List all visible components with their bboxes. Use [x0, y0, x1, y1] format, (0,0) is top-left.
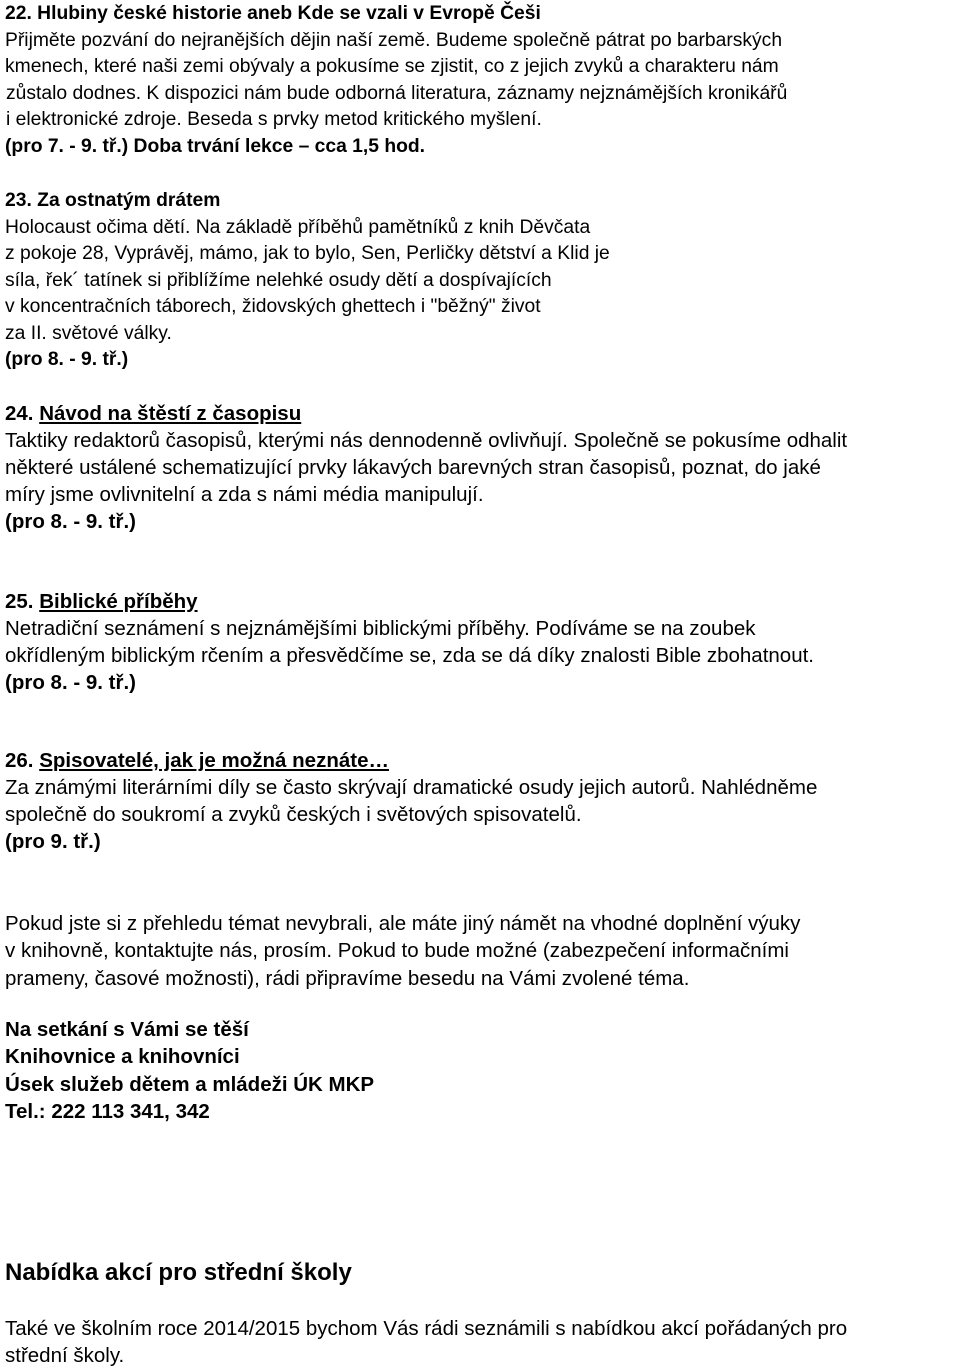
section-24-line: některé ustálené schematizující prvky lákavých barevných stran časopisů, poznat, do jaké — [5, 456, 821, 479]
section-24-number: 24. — [5, 402, 34, 425]
section-26-line: Za známými literárními díly se často skrývají dramatické osudy jejich autorů. Nahlédněme — [5, 776, 818, 799]
section-25-line: Netradiční seznámení s nejznámějšími biblickými příběhy. Podíváme se na zoubek — [5, 617, 756, 640]
section-26-number: 26. — [5, 749, 34, 772]
closing-paragraph — [5, 910, 800, 992]
section-24-grade: (pro 8. - 9. tř.) — [5, 510, 136, 533]
section-23-title: Za ostnatým drátem — [37, 190, 221, 211]
highschool-line: střední školy. — [5, 1344, 125, 1368]
closing-line: Pokud jste si z přehledu témat nevybrali, ale máte jiný námět na vhodné doplnění výuky — [5, 912, 801, 935]
section-25-grade: (pro 8. - 9. tř.) — [5, 671, 136, 694]
section-22-line: zůstalo dodnes. K dispozici nám bude odborná literatura, záznamy nejznámějších kronikářů — [6, 82, 788, 104]
section-22-footer: (pro 7. - 9. tř.) Doba trvání lekce – cca 1,5 hod. — [5, 135, 426, 157]
section-22-title: 22. Hlubiny české historie aneb Kde se vzali v Evropě Češi — [5, 3, 541, 24]
signature-dept: Úsek služeb dětem a mládeži ÚK MKP — [5, 1072, 375, 1096]
section-24-line: míry jsme ovlivnitelní a zda s námi média manipulují. — [5, 483, 484, 506]
closing-line: prameny, časové možnosti), rádi připravíme besedu na Vámi zvolené téma. — [5, 966, 690, 990]
signature-phone: Tel.: 222 113 341, 342 — [5, 1099, 210, 1123]
section-25 — [5, 588, 814, 696]
section-23-line: z pokoje 28, Vyprávěj, mámo, jak to bylo, Sen, Perličky dětství a Klid je — [5, 243, 610, 264]
signature — [5, 1016, 374, 1125]
section-23-heading — [5, 188, 610, 215]
highschool-intro — [5, 1315, 847, 1370]
section-26 — [5, 747, 817, 855]
section-26-title: Spisovatelé, jak je možná neznáte… — [39, 749, 389, 772]
section-24-line: Taktiky redaktorů časopisů, kterými nás dennodenně ovlivňují. Společně se pokusíme odhalit — [5, 429, 848, 452]
section-25-number: 25. — [5, 590, 34, 613]
section-22 — [5, 1, 787, 160]
closing-line: v knihovně, kontaktujte nás, prosím. Pokud to bude možné (zabezpečení informačními — [5, 939, 789, 963]
section-24 — [5, 400, 847, 535]
signature-org: Knihovnice a knihovníci — [5, 1045, 240, 1069]
section-24-heading — [5, 400, 847, 427]
section-24-title: Návod na štěstí z časopisu — [39, 402, 302, 425]
highschool-line: Také ve školním roce 2014/2015 bychom Vás rádi seznámili s nabídkou akcí pořádaných pro — [5, 1317, 848, 1340]
section-22-line: i elektronické zdroje. Beseda s prvky metod kritického myšlení. — [6, 109, 542, 130]
section-22-line: Přijměte pozvání do nejranějších dějin naší země. Budeme společně pátrat po barbarských — [5, 29, 783, 51]
highschool-heading: Nabídka akcí pro střední školy — [5, 1259, 352, 1286]
section-23-line: Holocaust očima dětí. Na základě příběhů pamětníků z knih Děvčata — [5, 216, 591, 238]
section-23-grade: (pro 8. - 9. tř.) — [5, 349, 129, 370]
section-22-line: kmenech, které naši zemi obývaly a pokusíme se zjistit, co z jejich zvyků a charakteru nám — [5, 56, 779, 77]
section-25-line: okřídleným biblickým rčením a přesvědčíme se, zda se dá díky znalosti Bible zbohatnout. — [5, 644, 814, 667]
section-23-line: za II. světové války. — [5, 322, 172, 344]
section-23-number: 23. — [5, 190, 32, 211]
signature-greeting: Na setkání s Vámi se těší — [5, 1018, 249, 1041]
section-25-heading — [5, 588, 814, 615]
section-26-heading — [5, 747, 817, 774]
section-23-line: v koncentračních táborech, židovských ghettech i "běžný" život — [5, 296, 541, 317]
section-26-line: společně do soukromí a zvyků českých i světových spisovatelů. — [5, 803, 582, 826]
section-23 — [5, 188, 610, 374]
section-26-grade: (pro 9. tř.) — [5, 830, 101, 853]
section-25-title: Biblické příběhy — [39, 590, 198, 613]
section-23-line: síla, řek´ tatínek si přiblížíme nelehké osudy dětí a dospívajících — [5, 269, 552, 291]
